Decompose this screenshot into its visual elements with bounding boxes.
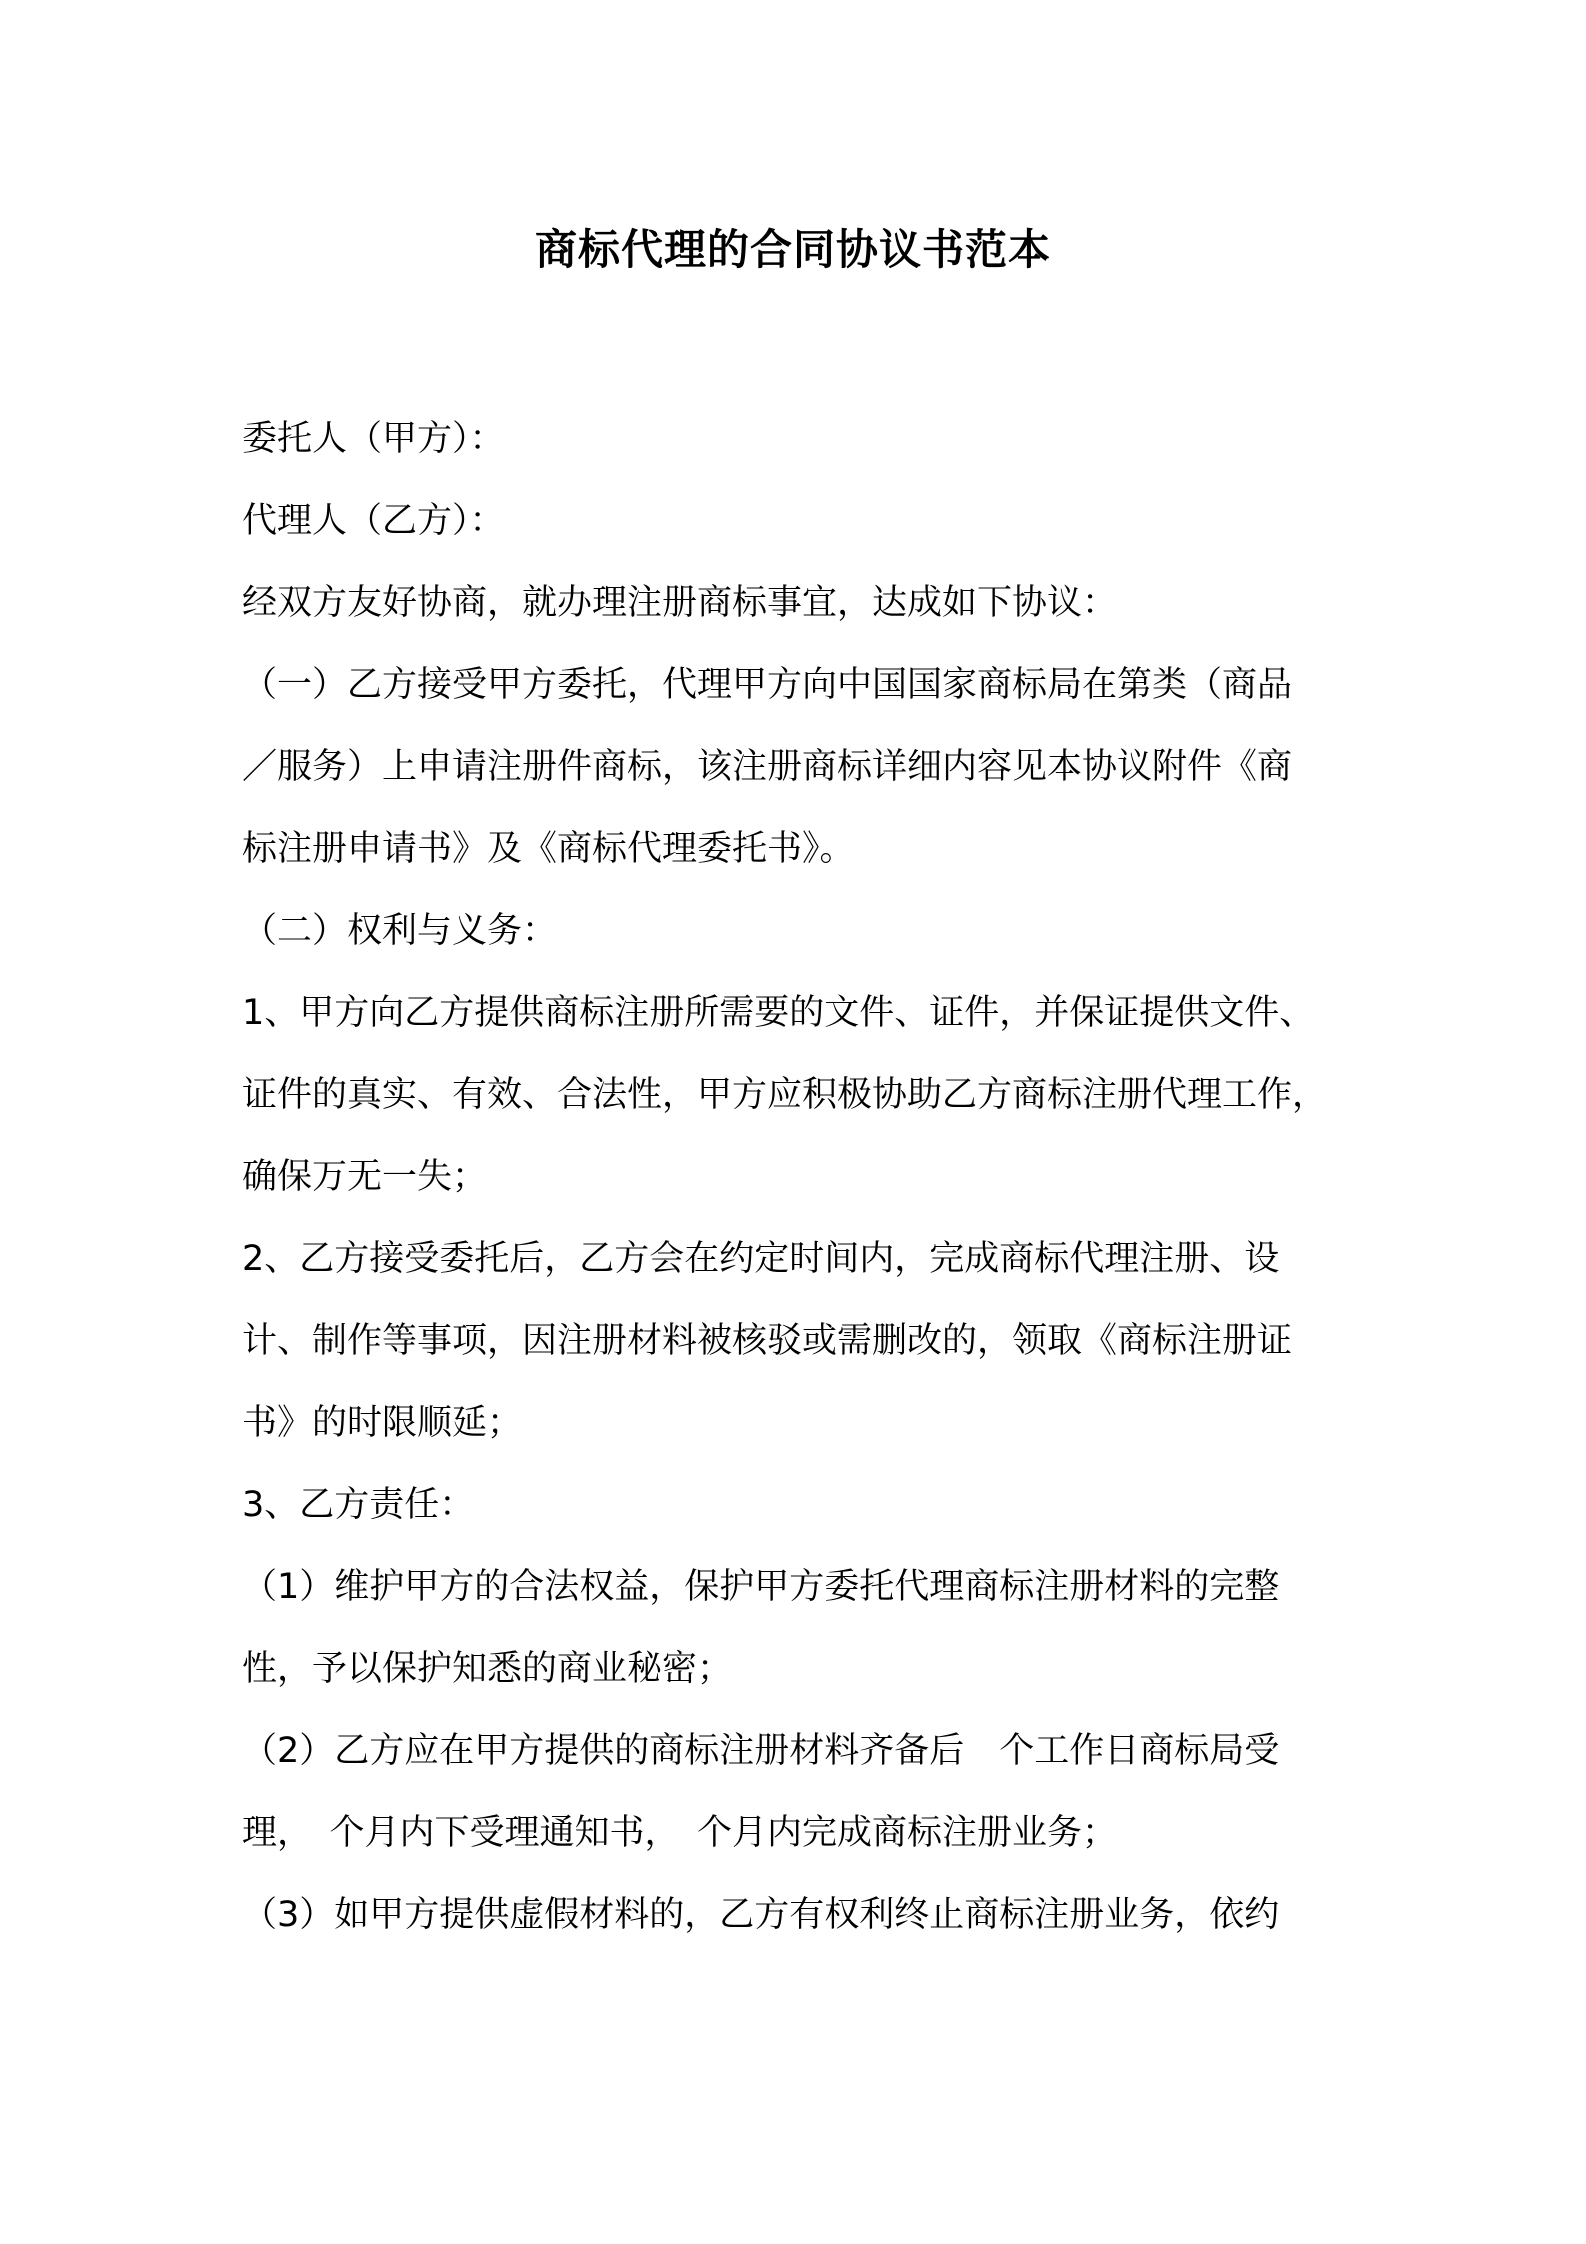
paragraph-line: 标注册申请书》及《商标代理委托书》。 (242, 829, 855, 869)
paragraph-line: 理， 个月内下受理通知书， 个月内完成商标注册业务； (242, 1813, 1118, 1853)
paragraph-line: （一）乙方接受甲方委托，代理甲方向中国国家商标局在第类（商品 (242, 665, 1293, 705)
party-a-line: 委托人（甲方）： (242, 419, 505, 459)
paragraph-line: （3）如甲方提供虚假材料的，乙方有权利终止商标注册业务，依约 (242, 1895, 1280, 1935)
paragraph-line: 2、乙方接受委托后，乙方会在约定时间内，完成商标代理注册、设 (242, 1239, 1280, 1279)
paragraph-line: 计、制作等事项，因注册材料被核驳或需删改的，领取《商标注册证 (242, 1321, 1293, 1361)
paragraph-line: 性，予以保护知悉的商业秘密； (242, 1649, 733, 1689)
document-body (242, 398, 1362, 1956)
document-title: 商标代理的合同协议书范本 (534, 225, 1051, 274)
paragraph-line: 确保万无一失； (242, 1157, 488, 1197)
section-heading: 3、乙方责任： (242, 1485, 475, 1525)
paragraph-line: （1）维护甲方的合法权益，保护甲方委托代理商标注册材料的完整 (242, 1567, 1280, 1607)
paragraph-line: 经双方友好协商，就办理注册商标事宜，达成如下协议： (242, 583, 1118, 623)
paragraph-line: （2）乙方应在甲方提供的商标注册材料齐备后 个工作日商标局受 (242, 1731, 1280, 1771)
paragraph-line: ／服务）上申请注册件商标，该注册商标详细内容见本协议附件《商 (242, 747, 1293, 787)
paragraph-line: 证件的真实、有效、合法性，甲方应积极协助乙方商标注册代理工作， (242, 1075, 1328, 1115)
party-b-line: 代理人（乙方）： (242, 501, 505, 541)
paragraph-line: 1、甲方向乙方提供商标注册所需要的文件、证件，并保证提供文件、 (242, 993, 1315, 1033)
section-heading: （二）权利与义务： (242, 911, 558, 951)
paragraph-line: 书》的时限顺延； (242, 1403, 523, 1443)
